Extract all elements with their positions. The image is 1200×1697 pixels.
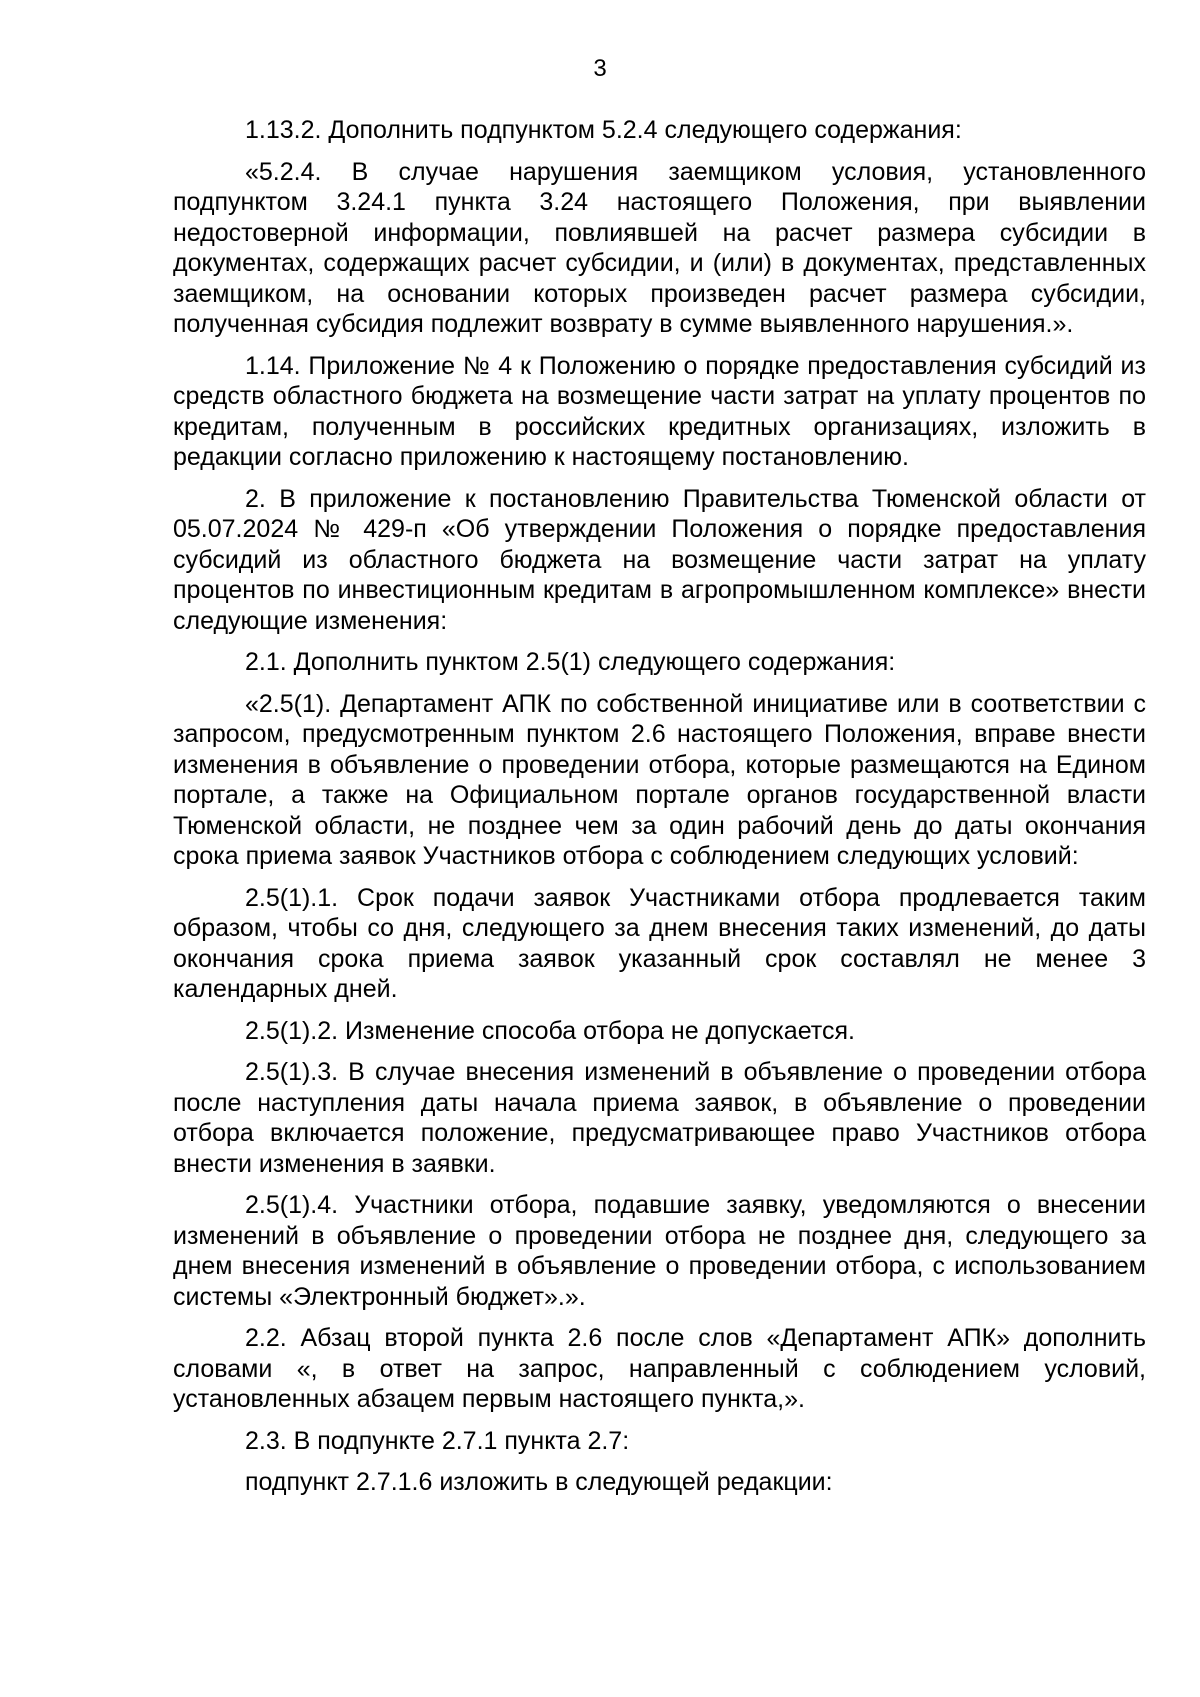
paragraph-2-3: 2.3. В подпункте 2.7.1 пункта 2.7: bbox=[245, 1426, 630, 1455]
paragraph-2: 2. В приложение к постановлению Правительства Тюменской области от 05.07.2024 № 429-п «Об утверждении Положения о порядке предоставления субсидий из областного бюджета на возмещение части затрат на уплату процентов по инвестиционным кредитам в агропромышленном комплексе» внести следующие изменения: bbox=[173, 484, 1146, 635]
paragraph-2-7-1-6: подпункт 2.7.1.6 изложить в следующей редакции: bbox=[245, 1468, 833, 1496]
paragraph-2-5-1-3: 2.5(1).3. В случае внесения изменений в объявление о проведении отбора после наступления даты начала приема заявок, в объявление о проведении отбора включается положение, предусматривающее право Участников отбора внести изменения в заявки. bbox=[173, 1058, 1146, 1178]
paragraph-5-2-4: «5.2.4. В случае нарушения заемщиком условия, установленного подпунктом 3.24.1 пункта 3.24 настоящего Положения, при выявлении недостоверной информации, повлиявшей на расчет размера субсидии в документах, содержащих расчет субсидии, и (или) в документах, представленных заемщиком, на основании которых произведен расчет размера субсидии, полученная субсидия подлежит возврату в сумме выявленного нарушения.». bbox=[173, 157, 1146, 338]
paragraph-2-5-1-4: 2.5(1).4. Участники отбора, подавшие заявку, уведомляются о внесении изменений в объявление о проведении отбора не позднее дня, следующего за днем внесения изменений в объявление о проведении отбора, с использованием системы «Электронный бюджет».». bbox=[173, 1191, 1146, 1311]
page-number: 3 bbox=[593, 55, 607, 82]
document-body bbox=[173, 115, 1146, 1509]
paragraph-2-5-1: «2.5(1). Департамент АПК по собственной инициативе или в соответствии с запросом, предусмотренным пунктом 2.6 настоящего Положения, вправе внести изменения в объявление о проведении отбора, которые размещаются на Едином портале, а также на Официальном портале органов государственной власти Тюменской области, не позднее чем за один рабочий день до даты окончания срока приема заявок Участников отбора с соблюдением следующих условий: bbox=[173, 689, 1146, 870]
paragraph-1-14: 1.14. Приложение № 4 к Положению о порядке предоставления субсидий из средств областного бюджета на возмещение части затрат на уплату процентов по кредитам, полученным в российских кредитных организациях, изложить в редакции согласно приложению к настоящему постановлению. bbox=[173, 351, 1146, 471]
paragraph-2-5-1-2: 2.5(1).2. Изменение способа отбора не допускается. bbox=[245, 1016, 855, 1045]
paragraph-2-1: 2.1. Дополнить пунктом 2.5(1) следующего содержания: bbox=[245, 648, 896, 676]
paragraph-2-2: 2.2. Абзац второй пункта 2.6 после слов «Департамент АПК» дополнить словами «, в ответ на запрос, направленный с соблюдением условий, установленных абзацем первым настоящего пункта,». bbox=[173, 1324, 1146, 1413]
paragraph-1-13-2: 1.13.2. Дополнить подпунктом 5.2.4 следующего содержания: bbox=[245, 116, 962, 144]
paragraph-2-5-1-1: 2.5(1).1. Срок подачи заявок Участниками отбора продлевается таким образом, чтобы со дня, следующего за днем внесения таких изменений, до даты окончания срока приема заявок указанный срок составлял не менее 3 календарных дней. bbox=[173, 883, 1146, 1003]
